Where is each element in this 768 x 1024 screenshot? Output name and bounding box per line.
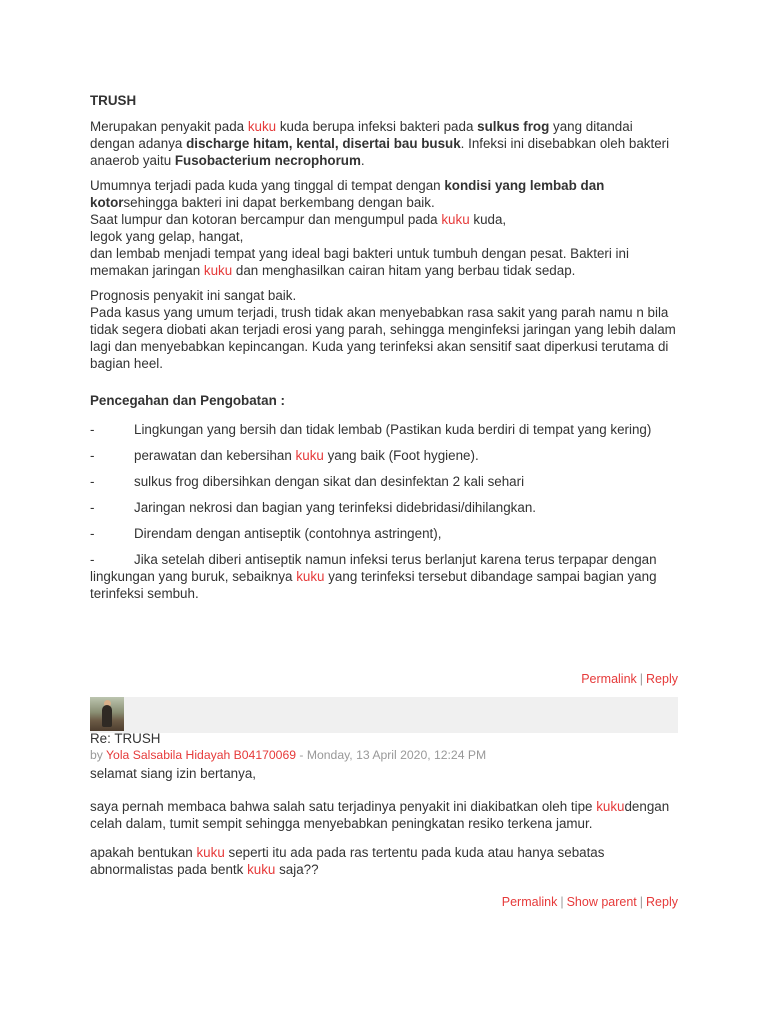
bold-text: discharge hitam, kental, disertai bau busuk xyxy=(186,136,461,151)
text: sulkus frog dibersihkan dengan sikat dan desinfektan 2 kali sehari xyxy=(134,474,525,489)
avatar-figure-body xyxy=(102,705,112,727)
treatment-list xyxy=(90,421,680,602)
text: Direndam dengan antiseptik (contohnya astringent), xyxy=(134,526,442,541)
text: Lingkungan yang bersih dan tidak lembab (Pastikan kuda berdiri di tempat yang kering) xyxy=(134,422,652,437)
post-paragraph-1 xyxy=(90,118,680,169)
text: dan lembab menjadi tempat yang ideal bagi bakteri untuk tumbuh dengan pesat. Bakteri ini memakan jaringan xyxy=(90,246,629,278)
reply-date: - Monday, 13 April 2020, 12:24 PM xyxy=(296,748,487,762)
list-dash: - xyxy=(90,526,95,541)
text: apakah bentukan xyxy=(90,845,197,860)
text: Jaringan nekrosi dan bagian yang terinfeksi didebridasi/dihilangkan. xyxy=(134,500,536,515)
keyword-link[interactable]: kuku xyxy=(247,862,276,877)
show-parent-link[interactable]: Show parent xyxy=(566,895,637,909)
separator: | xyxy=(639,895,644,909)
post-actions xyxy=(581,672,678,686)
keyword-link[interactable]: kuku xyxy=(196,845,225,860)
text: yang ditandai dengan adanya xyxy=(90,119,633,151)
forum-post xyxy=(90,92,680,611)
list-item xyxy=(90,447,680,464)
text: Prognosis penyakit ini sangat baik. xyxy=(90,288,297,303)
text: Jika setelah diberi antiseptik namun infeksi terus berlanjut karena terus terpapar dengan lingkungan yang buruk, sebaiknya xyxy=(90,552,657,584)
permalink-link[interactable]: Permalink xyxy=(501,895,558,909)
author-link[interactable]: Yola Salsabila Hidayah B04170069 xyxy=(106,748,297,762)
text: yang terinfeksi tersebut dibandage sampai bagian yang terinfeksi sembuh. xyxy=(90,569,657,601)
list-item xyxy=(90,525,680,542)
text: saya pernah membaca bahwa salah satu terjadinya penyakit ini diakibatkan oleh tipe xyxy=(90,799,597,814)
reply-paragraph-3 xyxy=(90,844,680,878)
list-dash: - xyxy=(90,500,95,515)
text: kuda, xyxy=(469,212,507,227)
permalink-link[interactable]: Permalink xyxy=(581,672,637,686)
bold-text: sulkus frog xyxy=(477,119,550,134)
keyword-link[interactable]: kuku xyxy=(296,569,325,584)
text: seperti itu ada pada ras tertentu pada kuda atau hanya sebatas abnormalistas pada bentk xyxy=(90,845,605,877)
bold-text: kondisi yang lembab dan kotor xyxy=(90,178,605,210)
text: . Infeksi ini disebabkan oleh bakteri anaerob yaitu xyxy=(90,136,670,168)
reply-paragraph-1: selamat siang izin bertanya, xyxy=(90,766,256,781)
text: dan menghasilkan cairan hitam yang berbau tidak sedap. xyxy=(232,263,576,278)
list-dash: - xyxy=(90,448,95,463)
separator: | xyxy=(639,672,644,686)
reply-title: Re: TRUSH xyxy=(90,731,161,746)
text: legok yang gelap, hangat, xyxy=(90,229,244,244)
bold-text: Fusobacterium necrophorum xyxy=(174,153,361,168)
reply-body xyxy=(90,765,680,886)
text: kuda berupa infeksi bakteri pada xyxy=(276,119,478,134)
keyword-link[interactable]: kuku xyxy=(596,799,625,814)
reply-paragraph-2 xyxy=(90,798,680,832)
avatar[interactable] xyxy=(90,697,124,731)
list-dash: - xyxy=(90,474,95,489)
text: . xyxy=(360,153,365,168)
reply-link[interactable]: Reply xyxy=(646,672,678,686)
text: Umumnya terjadi pada kuda yang tinggal di tempat dengan xyxy=(90,178,445,193)
text: dengan celah dalam, tumit sempit sehingga menyebabkan peningkatan resiko terkena jamur. xyxy=(90,799,670,831)
text: saja?? xyxy=(275,862,319,877)
separator: | xyxy=(560,895,564,909)
reply-link[interactable]: Reply xyxy=(646,895,678,909)
reply-actions xyxy=(502,895,678,909)
list-dash: - xyxy=(90,422,95,437)
keyword-link[interactable]: kuku xyxy=(441,212,470,227)
text: sehingga bakteri ini dapat berkembang dengan baik. xyxy=(123,195,435,210)
post-title: TRUSH xyxy=(90,93,137,108)
keyword-link[interactable]: kuku xyxy=(247,119,277,134)
list-item xyxy=(90,551,680,602)
text: by xyxy=(90,748,107,762)
list-item xyxy=(90,421,680,438)
text: yang baik (Foot hygiene). xyxy=(323,448,479,463)
text: Pada kasus yang umum terjadi, trush tidak akan menyebabkan rasa sakit yang parah namu n bila tidak segera diobati akan terjadi erosi yang parah, sehingga menginfeksi jaringan yang lebih dalam lagi dan menyebabkan kepincangan. Kuda yang terinfeksi akan sensitif saat diperkusi terutama di bagian heel. xyxy=(90,305,676,371)
text: perawatan dan kebersihan xyxy=(134,448,296,463)
section-title: Pencegahan dan Pengobatan : xyxy=(90,393,285,408)
post-paragraph-3 xyxy=(90,287,680,372)
reply-byline xyxy=(90,748,486,762)
post-paragraph-2 xyxy=(90,177,680,279)
text: Saat lumpur dan kotoran bercampur dan mengumpul pada xyxy=(90,212,442,227)
keyword-link[interactable]: kuku xyxy=(295,448,324,463)
list-item xyxy=(90,473,680,490)
keyword-link[interactable]: kuku xyxy=(203,263,233,278)
reply-header xyxy=(90,697,678,733)
list-item xyxy=(90,499,680,516)
text: Merupakan penyakit pada xyxy=(90,119,248,134)
list-dash: - xyxy=(90,552,95,567)
